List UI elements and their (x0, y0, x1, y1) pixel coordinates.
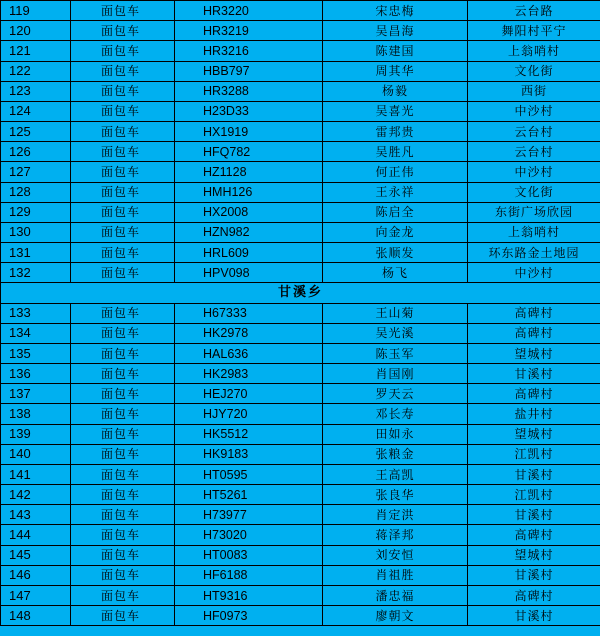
row-number-cell: 134 (1, 323, 71, 343)
vehicle-type-cell: 面包车 (71, 323, 175, 343)
row-number-cell: 138 (1, 404, 71, 424)
vehicle-type-cell: 面包车 (71, 263, 175, 283)
vehicle-type-cell: 面包车 (71, 464, 175, 484)
address-cell: 望城村 (468, 545, 600, 565)
vehicle-type-cell: 面包车 (71, 384, 175, 404)
row-number-cell: 131 (1, 243, 71, 263)
row-number-cell: 139 (1, 424, 71, 444)
owner-name-cell: 肖国刚 (323, 364, 468, 384)
row-number-cell: 135 (1, 343, 71, 363)
address-cell: 文化街 (468, 182, 600, 202)
table-row (1, 81, 600, 101)
vehicle-type-cell: 面包车 (71, 222, 175, 242)
table-row (1, 162, 600, 182)
table-row (1, 505, 600, 525)
plate-number-cell: HR3288 (175, 81, 323, 101)
owner-name-cell: 向金龙 (323, 222, 468, 242)
vehicle-type-cell: 面包车 (71, 122, 175, 142)
table-row (1, 606, 600, 626)
table-row (1, 303, 600, 323)
owner-name-cell: 肖祖胜 (323, 565, 468, 585)
table-row (1, 61, 600, 81)
address-cell: 云台路 (468, 1, 600, 21)
table-row (1, 202, 600, 222)
row-number-cell: 140 (1, 444, 71, 464)
address-cell: 舞阳村平宁 (468, 21, 600, 41)
table-row (1, 444, 600, 464)
vehicle-type-cell: 面包车 (71, 444, 175, 464)
plate-number-cell: HF6188 (175, 565, 323, 585)
address-cell: 高碑村 (468, 384, 600, 404)
address-cell: 西街 (468, 81, 600, 101)
plate-number-cell: HR3220 (175, 1, 323, 21)
plate-number-cell: HMH126 (175, 182, 323, 202)
owner-name-cell: 罗天云 (323, 384, 468, 404)
table-row (1, 142, 600, 162)
address-cell: 甘溪村 (468, 565, 600, 585)
row-number-cell: 125 (1, 122, 71, 142)
address-cell: 云台村 (468, 122, 600, 142)
owner-name-cell: 田如永 (323, 424, 468, 444)
table-row (1, 424, 600, 444)
row-number-cell: 136 (1, 364, 71, 384)
plate-number-cell: HEJ270 (175, 384, 323, 404)
vehicle-type-cell: 面包车 (71, 364, 175, 384)
owner-name-cell: 何正伟 (323, 162, 468, 182)
address-cell: 中沙村 (468, 101, 600, 121)
vehicle-type-cell: 面包车 (71, 343, 175, 363)
section-header-row (1, 283, 600, 303)
plate-number-cell: HT0595 (175, 464, 323, 484)
vehicle-type-cell: 面包车 (71, 303, 175, 323)
table-row (1, 525, 600, 545)
table-row (1, 384, 600, 404)
address-cell: 高碑村 (468, 303, 600, 323)
vehicle-type-cell: 面包车 (71, 565, 175, 585)
address-cell: 上翁哨村 (468, 41, 600, 61)
owner-name-cell: 吴胜凡 (323, 142, 468, 162)
row-number-cell: 148 (1, 606, 71, 626)
address-cell: 云台村 (468, 142, 600, 162)
row-number-cell: 120 (1, 21, 71, 41)
owner-name-cell: 肖定洪 (323, 505, 468, 525)
address-cell: 甘溪村 (468, 464, 600, 484)
vehicle-type-cell: 面包车 (71, 101, 175, 121)
plate-number-cell: HR3216 (175, 41, 323, 61)
table-row (1, 21, 600, 41)
table-row (1, 404, 600, 424)
plate-number-cell: HK2978 (175, 323, 323, 343)
plate-number-cell: HZN982 (175, 222, 323, 242)
owner-name-cell: 刘安恒 (323, 545, 468, 565)
owner-name-cell: 宋忠梅 (323, 1, 468, 21)
table-row (1, 243, 600, 263)
owner-name-cell: 张粮金 (323, 444, 468, 464)
row-number-cell: 132 (1, 263, 71, 283)
plate-number-cell: HK5512 (175, 424, 323, 444)
plate-number-cell: H73977 (175, 505, 323, 525)
row-number-cell: 128 (1, 182, 71, 202)
address-cell: 中沙村 (468, 263, 600, 283)
table-row (1, 122, 600, 142)
row-number-cell: 133 (1, 303, 71, 323)
vehicle-type-cell: 面包车 (71, 545, 175, 565)
vehicle-type-cell: 面包车 (71, 525, 175, 545)
vehicle-type-cell: 面包车 (71, 41, 175, 61)
row-number-cell: 142 (1, 485, 71, 505)
address-cell: 上翁哨村 (468, 222, 600, 242)
row-number-cell: 122 (1, 61, 71, 81)
owner-name-cell: 廖朝文 (323, 606, 468, 626)
row-number-cell: 144 (1, 525, 71, 545)
vehicle-type-cell: 面包车 (71, 142, 175, 162)
owner-name-cell: 杨毅 (323, 81, 468, 101)
row-number-cell: 147 (1, 585, 71, 605)
section-title: 甘溪乡 (1, 283, 600, 303)
vehicle-type-cell: 面包车 (71, 182, 175, 202)
vehicle-type-cell: 面包车 (71, 81, 175, 101)
address-cell: 望城村 (468, 343, 600, 363)
plate-number-cell: HX2008 (175, 202, 323, 222)
row-number-cell: 129 (1, 202, 71, 222)
owner-name-cell: 陈启全 (323, 202, 468, 222)
row-number-cell: 137 (1, 384, 71, 404)
vehicle-type-cell: 面包车 (71, 404, 175, 424)
row-number-cell: 126 (1, 142, 71, 162)
plate-number-cell: HZ1128 (175, 162, 323, 182)
table-row (1, 545, 600, 565)
owner-name-cell: 张顺发 (323, 243, 468, 263)
vehicle-type-cell: 面包车 (71, 585, 175, 605)
table-row (1, 585, 600, 605)
row-number-cell: 123 (1, 81, 71, 101)
table-row (1, 364, 600, 384)
plate-number-cell: HFQ782 (175, 142, 323, 162)
vehicle-type-cell: 面包车 (71, 424, 175, 444)
plate-number-cell: HK9183 (175, 444, 323, 464)
vehicle-type-cell: 面包车 (71, 485, 175, 505)
vehicle-type-cell: 面包车 (71, 61, 175, 81)
plate-number-cell: HPV098 (175, 263, 323, 283)
address-cell: 甘溪村 (468, 364, 600, 384)
address-cell: 中沙村 (468, 162, 600, 182)
plate-number-cell: HF0973 (175, 606, 323, 626)
row-number-cell: 127 (1, 162, 71, 182)
owner-name-cell: 潘忠福 (323, 585, 468, 605)
vehicle-type-cell: 面包车 (71, 162, 175, 182)
plate-number-cell: HK2983 (175, 364, 323, 384)
owner-name-cell: 吴喜光 (323, 101, 468, 121)
owner-name-cell: 周其华 (323, 61, 468, 81)
address-cell: 望城村 (468, 424, 600, 444)
table-row (1, 182, 600, 202)
owner-name-cell: 吴光溪 (323, 323, 468, 343)
owner-name-cell: 吴昌海 (323, 21, 468, 41)
address-cell: 东街广场欣园 (468, 202, 600, 222)
vehicle-type-cell: 面包车 (71, 243, 175, 263)
row-number-cell: 141 (1, 464, 71, 484)
owner-name-cell: 王高凯 (323, 464, 468, 484)
plate-number-cell: H67333 (175, 303, 323, 323)
plate-number-cell: HJY720 (175, 404, 323, 424)
plate-number-cell: H73020 (175, 525, 323, 545)
row-number-cell: 121 (1, 41, 71, 61)
address-cell: 高碑村 (468, 585, 600, 605)
plate-number-cell: HR3219 (175, 21, 323, 41)
plate-number-cell: H23D33 (175, 101, 323, 121)
table-body (1, 1, 600, 626)
table-row (1, 485, 600, 505)
address-cell: 文化街 (468, 61, 600, 81)
address-cell: 环东路金土地园 (468, 243, 600, 263)
vehicle-type-cell: 面包车 (71, 21, 175, 41)
address-cell: 高碑村 (468, 525, 600, 545)
row-number-cell: 124 (1, 101, 71, 121)
owner-name-cell: 陈玉军 (323, 343, 468, 363)
owner-name-cell: 雷邦贵 (323, 122, 468, 142)
row-number-cell: 119 (1, 1, 71, 21)
table-row (1, 263, 600, 283)
owner-name-cell: 杨飞 (323, 263, 468, 283)
owner-name-cell: 王永祥 (323, 182, 468, 202)
table-row (1, 323, 600, 343)
owner-name-cell: 陈建国 (323, 41, 468, 61)
row-number-cell: 143 (1, 505, 71, 525)
plate-number-cell: HBB797 (175, 61, 323, 81)
table-row (1, 101, 600, 121)
table-row (1, 343, 600, 363)
vehicle-type-cell: 面包车 (71, 202, 175, 222)
owner-name-cell: 张良华 (323, 485, 468, 505)
address-cell: 江凯村 (468, 485, 600, 505)
address-cell: 盐井村 (468, 404, 600, 424)
vehicle-type-cell: 面包车 (71, 606, 175, 626)
vehicle-type-cell: 面包车 (71, 1, 175, 21)
table-row (1, 1, 600, 21)
plate-number-cell: HT0083 (175, 545, 323, 565)
owner-name-cell: 邓长寿 (323, 404, 468, 424)
owner-name-cell: 王山菊 (323, 303, 468, 323)
plate-number-cell: HRL609 (175, 243, 323, 263)
table-row (1, 565, 600, 585)
address-cell: 甘溪村 (468, 606, 600, 626)
table-row (1, 464, 600, 484)
row-number-cell: 146 (1, 565, 71, 585)
plate-number-cell: HT9316 (175, 585, 323, 605)
plate-number-cell: HT5261 (175, 485, 323, 505)
row-number-cell: 145 (1, 545, 71, 565)
address-cell: 江凯村 (468, 444, 600, 464)
table-row (1, 222, 600, 242)
vehicle-type-cell: 面包车 (71, 505, 175, 525)
plate-number-cell: HAL636 (175, 343, 323, 363)
plate-number-cell: HX1919 (175, 122, 323, 142)
owner-name-cell: 蒋泽邦 (323, 525, 468, 545)
table-row (1, 41, 600, 61)
address-cell: 高碑村 (468, 323, 600, 343)
row-number-cell: 130 (1, 222, 71, 242)
address-cell: 甘溪村 (468, 505, 600, 525)
